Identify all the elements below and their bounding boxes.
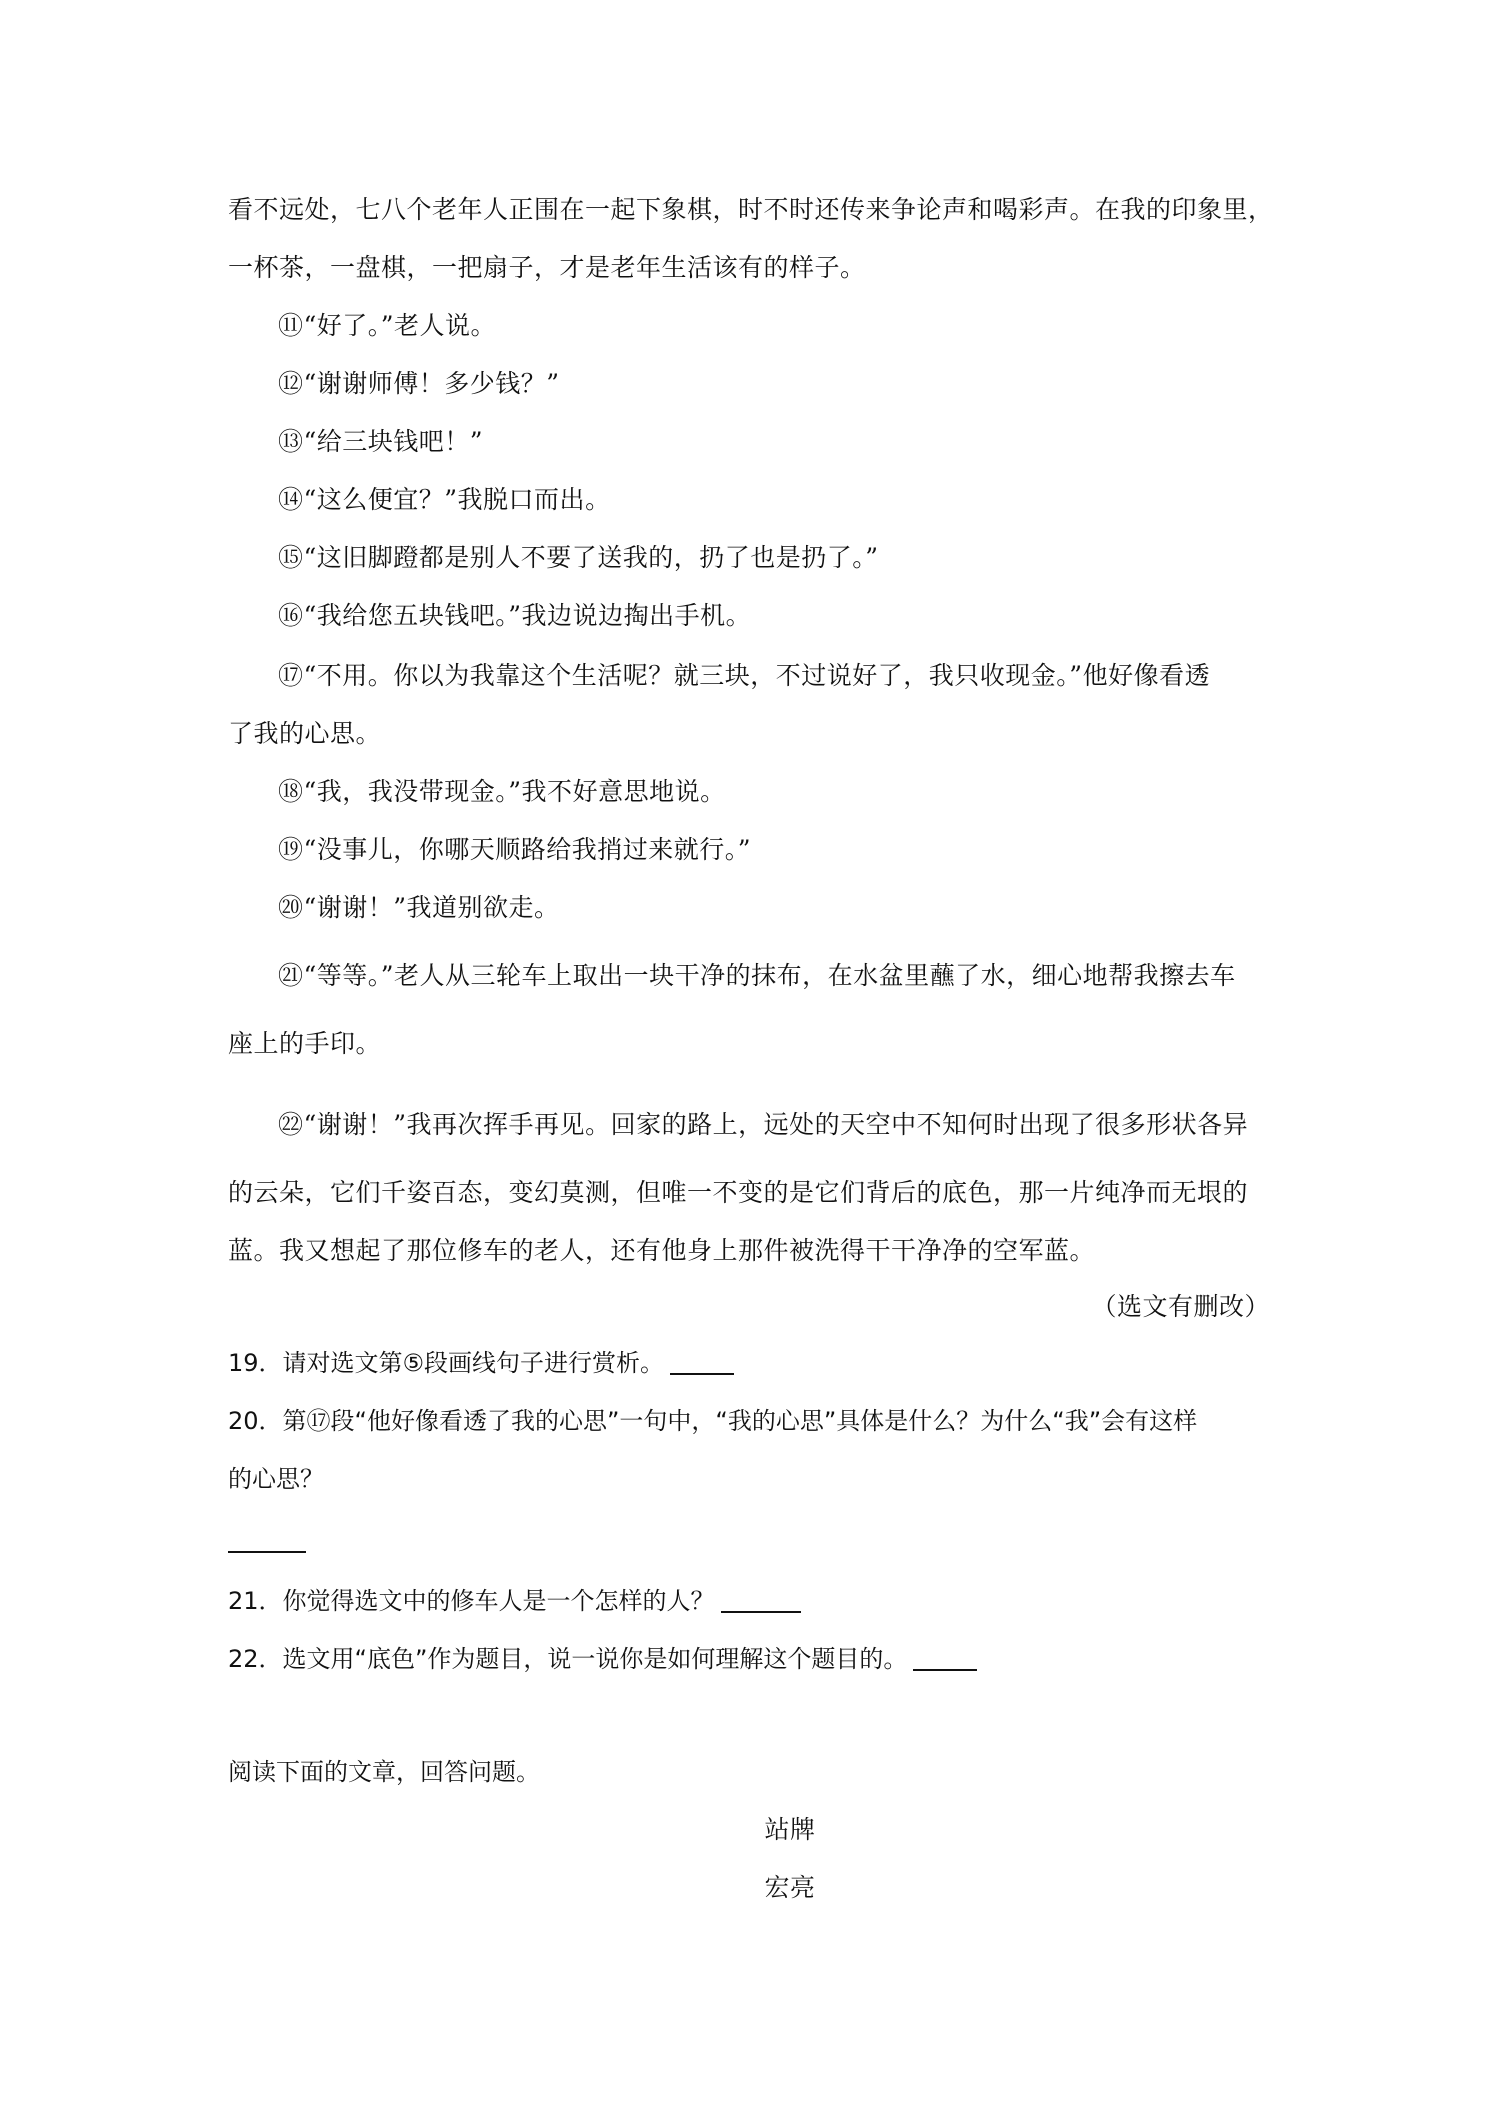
answer-blank-19[interactable] xyxy=(670,1373,734,1375)
question-19 xyxy=(228,1346,1268,1380)
answer-blank-22[interactable] xyxy=(913,1669,977,1671)
paragraph-17-line-2: 了我的心思。 xyxy=(228,719,382,748)
question-21-text: 21．你觉得选文中的修车人是一个怎样的人？ xyxy=(228,1587,715,1615)
paragraph-15: ⑮“这旧脚蹬都是别人不要了送我的，扔了也是扔了。” xyxy=(278,543,879,572)
paragraph-21-line-2: 座上的手印。 xyxy=(228,1029,382,1058)
question-20-line-1: 20．第⑰段“他好像看透了我的心思”一句中，“我的心思”具体是什么？为什么“我”会有这样 xyxy=(228,1407,1198,1435)
reading-instruction: 阅读下面的文章，回答问题。 xyxy=(228,1758,540,1786)
answer-blank-20[interactable] xyxy=(228,1551,306,1553)
paragraph-11: ⑪“好了。”老人说。 xyxy=(278,311,497,340)
paragraph-12: ⑫“谢谢师傅！多少钱？” xyxy=(278,369,560,398)
paragraph-10-line-1: 看不远处，七八个老年人正围在一起下象棋，时不时还传来争论声和喝彩声。在我的印象里， xyxy=(228,195,1274,224)
paragraph-13: ⑬“给三块钱吧！” xyxy=(278,427,484,456)
question-22 xyxy=(228,1642,1268,1676)
article-title: 站牌 xyxy=(764,1815,816,1844)
source-note: （选文有删改） xyxy=(1091,1292,1270,1321)
paragraph-22-line-3: 蓝。我又想起了那位修车的老人，还有他身上那件被洗得干干净净的空军蓝。 xyxy=(228,1236,1096,1265)
paragraph-19: ⑲“没事儿，你哪天顺路给我捎过来就行。” xyxy=(278,835,752,864)
paragraph-10-line-2: 一杯茶，一盘棋，一把扇子，才是老年生活该有的样子。 xyxy=(228,253,866,282)
question-20-line-2: 的心思？ xyxy=(228,1465,324,1493)
question-22-text: 22．选文用“底色”作为题目，说一说你是如何理解这个题目的。 xyxy=(228,1645,908,1673)
paragraph-17-line-1: ⑰“不用。你以为我靠这个生活呢？就三块，不过说好了，我只收现金。”他好像看透 xyxy=(278,661,1211,690)
question-19-text: 19．请对选文第⑤段画线句子进行赏析。 xyxy=(228,1349,665,1377)
paragraph-18: ⑱“我，我没带现金。”我不好意思地说。 xyxy=(278,777,726,806)
paragraph-14: ⑭“这么便宜？”我脱口而出。 xyxy=(278,485,611,514)
article-author: 宏亮 xyxy=(764,1873,816,1902)
paragraph-22-line-1: ㉒“谢谢！”我再次挥手再见。回家的路上，远处的天空中不知何时出现了很多形状各异 xyxy=(278,1110,1249,1139)
paragraph-22-line-2: 的云朵，它们千姿百态，变幻莫测，但唯一不变的是它们背后的底色，那一片纯净而无垠的 xyxy=(228,1178,1249,1207)
paragraph-20: ⑳“谢谢！”我道别欲走。 xyxy=(278,893,560,922)
question-21 xyxy=(228,1584,1268,1618)
paragraph-16: ⑯“我给您五块钱吧。”我边说边掏出手机。 xyxy=(278,601,752,630)
answer-blank-21[interactable] xyxy=(721,1611,801,1613)
paragraph-21-line-1: ㉑“等等。”老人从三轮车上取出一块干净的抹布，在水盆里蘸了水，细心地帮我擦去车 xyxy=(278,961,1236,990)
